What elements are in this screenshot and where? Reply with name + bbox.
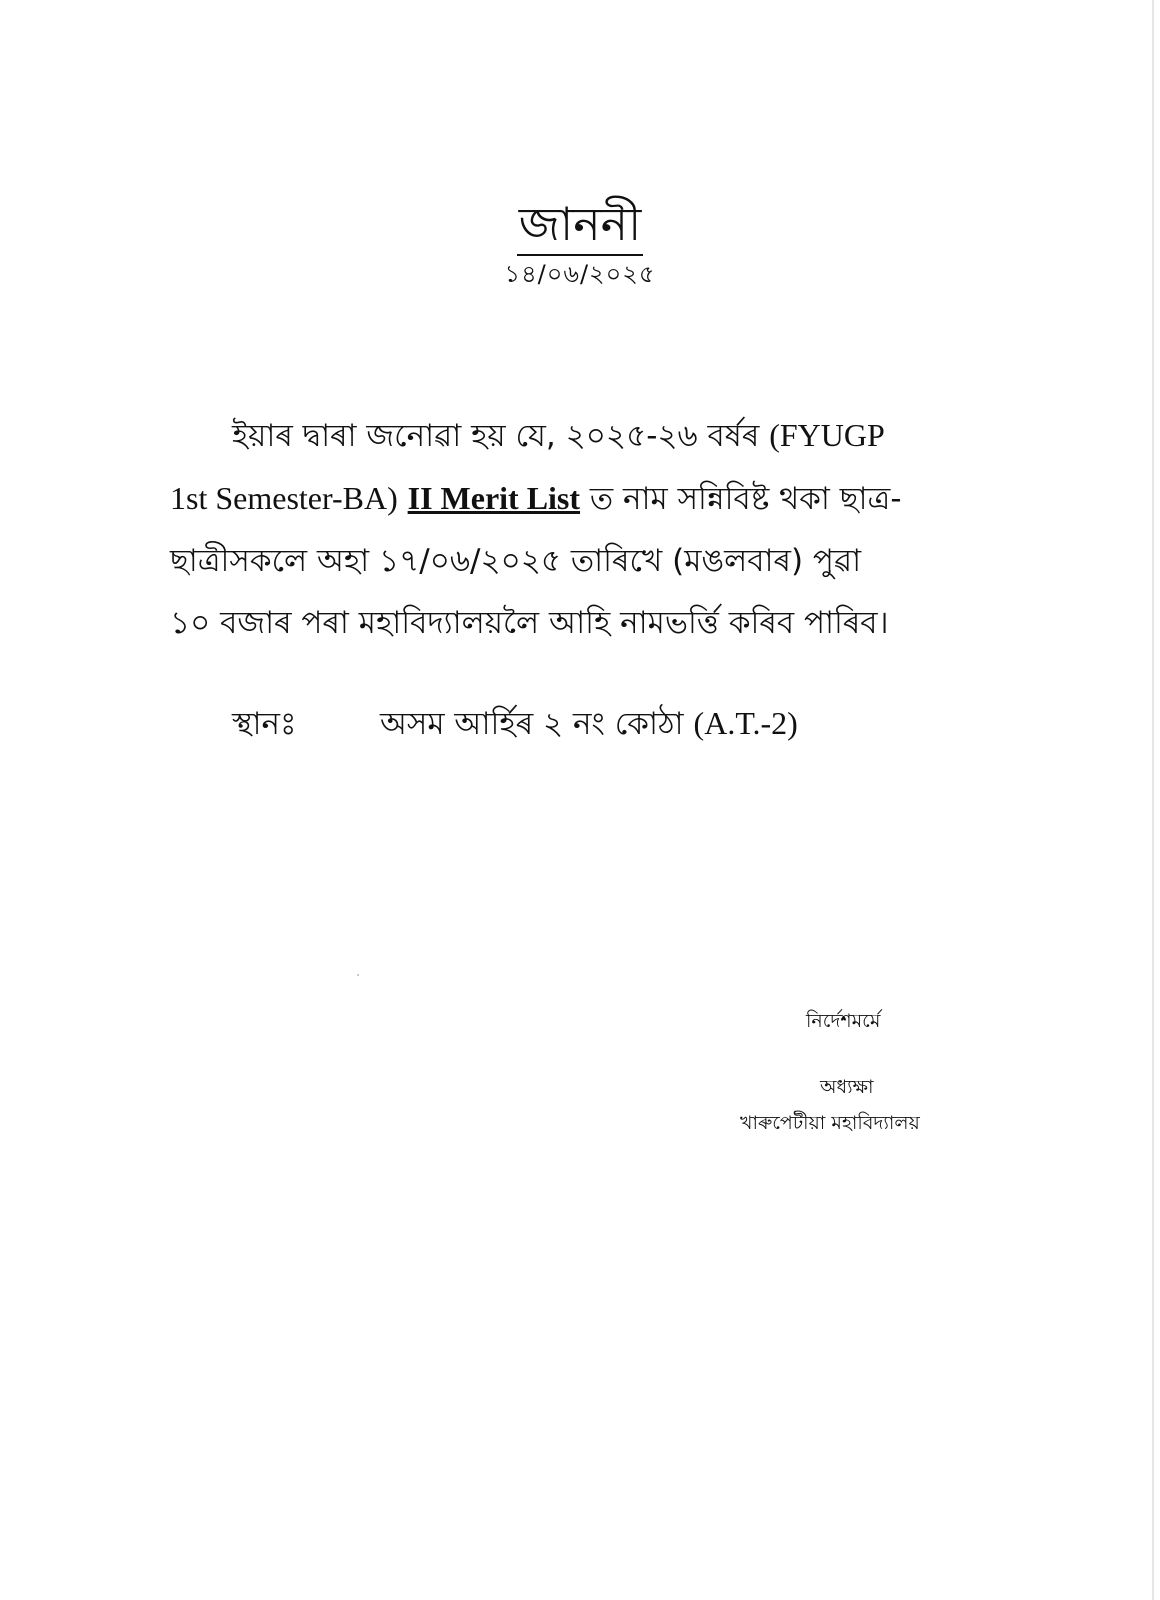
venue-place — [380, 706, 798, 742]
body-line-2 — [170, 467, 1030, 530]
venue-line — [232, 700, 1032, 747]
notice-title-block — [0, 196, 1160, 256]
body-line-3: ছাত্ৰীসকলে অহা ১৭/০৬/২০২৫ তাৰিখে (মঙলবাৰ) পুৱা — [170, 543, 862, 579]
body-line-4: ১০ বজাৰ পৰা মহাবিদ্যালয়লৈ আহি নামভৰ্ত্তি কৰিব পাৰিব। — [170, 605, 889, 641]
body-line-1-latin: (FYUGP — [769, 417, 885, 453]
body-line-2-text: ত নাম সন্নিবিষ্ট থকা ছাত্ৰ- — [589, 481, 902, 517]
notice-date: ১৪/০৬/২০২৫ — [504, 260, 656, 288]
venue-label: স্থানঃ — [232, 706, 297, 742]
signature-college: খাৰুপেটীয়া মহাবিদ্যালয় — [740, 1112, 920, 1134]
venue-place-text: অসম আৰ্হিৰ ২ নং কোঠা — [380, 706, 684, 742]
venue-room-code: (A.T.-2) — [693, 705, 798, 741]
notice-body — [170, 404, 1030, 654]
paper-speck — [357, 974, 359, 976]
signature-order: নিৰ্দেশমৰ্মে — [806, 1010, 881, 1032]
notice-title: জাননী — [517, 196, 644, 256]
signature-title: অধ্যক্ষা — [820, 1076, 874, 1098]
body-line-1 — [170, 404, 1030, 467]
body-line-2-latin: 1st Semester-BA) — [170, 480, 398, 516]
body-line-1-text: ইয়াৰ দ্বাৰা জনোৱা হয় যে, ২০২৫-২৬ বৰ্ষৰ — [232, 418, 760, 454]
merit-list-label: II Merit List — [407, 480, 581, 516]
